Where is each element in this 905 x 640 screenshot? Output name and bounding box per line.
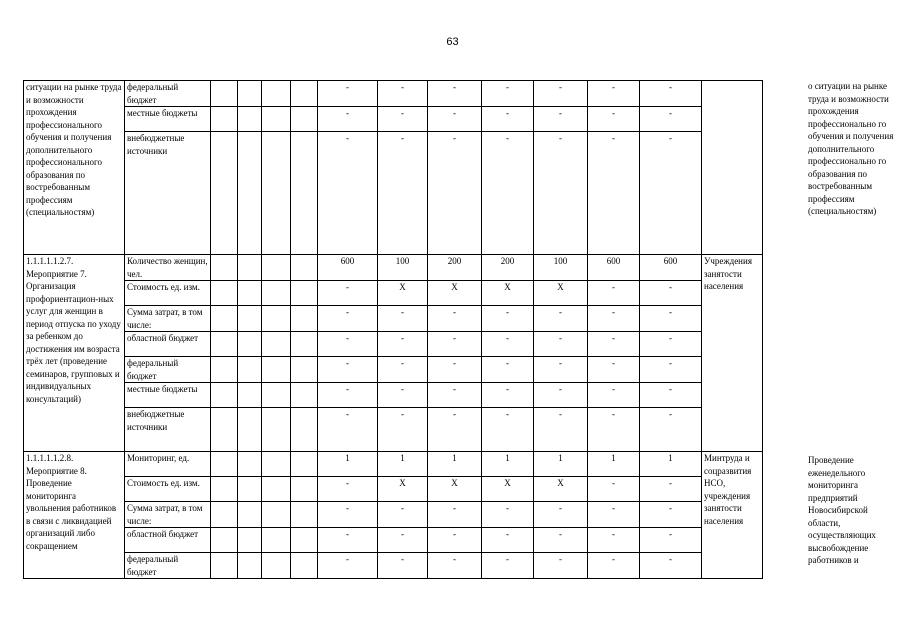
empty-cell <box>262 477 291 502</box>
result-text-monitoring: Проведение еженедельного мониторинга предприятий Новосибирской области, осуществляющих высвобождение работников и <box>808 455 876 565</box>
empty-cell <box>262 528 291 553</box>
table-row <box>24 383 806 408</box>
value-cell: - <box>640 132 702 255</box>
empty-cell <box>238 107 262 132</box>
table-row <box>24 408 806 452</box>
empty-cell <box>238 477 262 502</box>
indicator-label-cell: федеральный бюджет <box>125 553 211 579</box>
value-cell: - <box>640 408 702 452</box>
value-cell: - <box>428 383 482 408</box>
empty-cell <box>262 132 291 255</box>
empty-cell <box>262 452 291 477</box>
value-cell: - <box>640 477 702 502</box>
value-cell: - <box>482 81 534 107</box>
indicator-label-cell: местные бюджеты <box>125 107 211 132</box>
empty-cell <box>211 281 238 306</box>
value-cell: - <box>378 502 428 528</box>
empty-cell <box>211 553 238 579</box>
value-cell: - <box>318 281 378 306</box>
indicator-label-cell: областной бюджет <box>125 332 211 357</box>
empty-cell <box>262 383 291 408</box>
value-cell: 1 <box>378 452 428 477</box>
empty-cell <box>238 383 262 408</box>
empty-cell <box>238 255 262 281</box>
empty-cell <box>262 553 291 579</box>
value-cell: - <box>428 528 482 553</box>
value-cell: - <box>318 553 378 579</box>
value-cell: - <box>482 357 534 383</box>
indicator-label-cell: Стоимость ед. изм. <box>125 281 211 306</box>
value-cell: - <box>318 306 378 332</box>
empty-cell <box>291 477 318 502</box>
table-row <box>24 281 806 306</box>
value-cell: 600 <box>640 255 702 281</box>
value-cell: 1 <box>318 452 378 477</box>
value-cell: - <box>588 81 640 107</box>
value-cell: - <box>640 81 702 107</box>
program-activities-table <box>23 80 806 579</box>
empty-cell <box>238 332 262 357</box>
value-cell: - <box>378 383 428 408</box>
value-cell: X <box>534 281 588 306</box>
value-cell: - <box>318 332 378 357</box>
page-number: 63 <box>446 36 459 48</box>
responsible-cell: Учреждения занятости населения <box>702 255 763 452</box>
value-cell: - <box>378 357 428 383</box>
table-row <box>24 332 806 357</box>
table-row <box>24 528 806 553</box>
table-row <box>24 81 806 107</box>
value-cell: - <box>378 132 428 255</box>
empty-cell <box>211 107 238 132</box>
value-cell: 1 <box>482 452 534 477</box>
value-cell: - <box>318 502 378 528</box>
empty-cell <box>291 502 318 528</box>
value-cell: - <box>534 306 588 332</box>
empty-cell <box>291 132 318 255</box>
value-cell: - <box>378 107 428 132</box>
value-cell: - <box>534 81 588 107</box>
value-cell: - <box>588 332 640 357</box>
empty-cell <box>211 452 238 477</box>
empty-cell <box>211 132 238 255</box>
responsible-cell: Минтруда и соцразвития НСО, учреждения занятости населения <box>702 452 763 579</box>
value-cell: - <box>640 357 702 383</box>
value-cell: 1 <box>428 452 482 477</box>
value-cell: - <box>588 477 640 502</box>
value-cell: - <box>482 383 534 408</box>
value-cell: - <box>588 553 640 579</box>
table-row <box>24 357 806 383</box>
indicator-label-cell: областной бюджет <box>125 528 211 553</box>
empty-cell <box>291 255 318 281</box>
empty-cell <box>291 357 318 383</box>
activity-title-cell: ситуации на рынке труда и возможности прохождения профессионального обучения и получения дополнительного профессионального образования по востребованным профессиям (специальностям) <box>24 81 125 255</box>
empty-cell <box>211 477 238 502</box>
value-cell: - <box>588 502 640 528</box>
empty-cell <box>238 306 262 332</box>
empty-cell <box>238 81 262 107</box>
value-cell: - <box>482 107 534 132</box>
value-cell: - <box>482 408 534 452</box>
empty-cell <box>211 81 238 107</box>
empty-cell <box>262 281 291 306</box>
empty-cell <box>262 502 291 528</box>
value-cell: - <box>640 383 702 408</box>
empty-cell <box>211 306 238 332</box>
value-cell: - <box>378 332 428 357</box>
empty-cell <box>262 81 291 107</box>
empty-cell <box>291 107 318 132</box>
value-cell: - <box>588 408 640 452</box>
value-cell: - <box>482 502 534 528</box>
value-cell: X <box>428 477 482 502</box>
value-cell: 1 <box>588 452 640 477</box>
value-cell: 600 <box>318 255 378 281</box>
empty-cell <box>211 408 238 452</box>
indicator-label-cell: Мониторинг, ед. <box>125 452 211 477</box>
empty-cell <box>238 502 262 528</box>
empty-cell <box>211 528 238 553</box>
empty-cell <box>211 502 238 528</box>
activity-title-cell: 1.1.1.1.1.2.8. Мероприятие 8. Проведение мониторинга увольнения работников в связи с ликвидацией организаций либо сокращением <box>24 452 125 579</box>
value-cell: - <box>640 553 702 579</box>
value-cell: X <box>378 477 428 502</box>
value-cell: - <box>640 107 702 132</box>
empty-cell <box>262 332 291 357</box>
activity-title-cell: 1.1.1.1.1.2.7. Мероприятие 7. Организация профориентацион-ных услуг для женщин в период отпуска по уходу за ребенком до достижения им возраста трёх лет (проведение семинаров, групповых и индивидуальных консультаций) <box>24 255 125 452</box>
empty-cell <box>238 132 262 255</box>
value-cell: - <box>588 306 640 332</box>
value-cell: - <box>482 306 534 332</box>
value-cell: - <box>588 383 640 408</box>
value-cell: - <box>428 502 482 528</box>
value-cell: 100 <box>378 255 428 281</box>
empty-cell <box>291 332 318 357</box>
value-cell: - <box>534 502 588 528</box>
value-cell: 200 <box>482 255 534 281</box>
value-cell: - <box>588 132 640 255</box>
value-cell: - <box>482 528 534 553</box>
value-cell: - <box>428 306 482 332</box>
table-row <box>24 502 806 528</box>
indicator-label-cell: Сумма затрат, в том числе: <box>125 306 211 332</box>
value-cell: - <box>318 383 378 408</box>
value-cell: - <box>318 357 378 383</box>
indicator-label-cell: внебюджетные источники <box>125 132 211 255</box>
empty-cell <box>291 528 318 553</box>
empty-cell <box>211 383 238 408</box>
value-cell: - <box>318 477 378 502</box>
value-cell: - <box>318 81 378 107</box>
value-cell: X <box>378 281 428 306</box>
empty-cell <box>238 528 262 553</box>
value-cell: - <box>534 553 588 579</box>
value-cell: X <box>534 477 588 502</box>
empty-cell <box>238 553 262 579</box>
value-cell: - <box>534 357 588 383</box>
value-cell: - <box>534 332 588 357</box>
value-cell: - <box>428 107 482 132</box>
indicator-label-cell: федеральный бюджет <box>125 357 211 383</box>
value-cell: - <box>318 107 378 132</box>
empty-cell <box>211 357 238 383</box>
table-row <box>24 255 806 281</box>
empty-cell <box>238 281 262 306</box>
indicator-label-cell: внебюджетные источники <box>125 408 211 452</box>
indicator-label-cell: местные бюджеты <box>125 383 211 408</box>
value-cell: - <box>428 132 482 255</box>
indicator-label-cell: федеральный бюджет <box>125 81 211 107</box>
empty-cell <box>211 332 238 357</box>
value-cell: 1 <box>640 452 702 477</box>
empty-cell <box>211 255 238 281</box>
value-cell: - <box>640 281 702 306</box>
value-cell: 1 <box>534 452 588 477</box>
indicator-label-cell: Стоимость ед. изм. <box>125 477 211 502</box>
empty-cell <box>238 357 262 383</box>
value-cell: - <box>534 132 588 255</box>
empty-cell <box>238 452 262 477</box>
value-cell: X <box>482 281 534 306</box>
responsible-cell <box>702 81 763 255</box>
empty-cell <box>262 408 291 452</box>
value-cell: 200 <box>428 255 482 281</box>
value-cell: - <box>378 553 428 579</box>
value-cell: - <box>378 81 428 107</box>
indicator-label-cell: Сумма затрат, в том числе: <box>125 502 211 528</box>
value-cell: X <box>482 477 534 502</box>
table-row <box>24 452 806 477</box>
value-cell: - <box>640 502 702 528</box>
table-row <box>24 553 806 579</box>
value-cell: - <box>482 332 534 357</box>
empty-cell <box>291 553 318 579</box>
value-cell: - <box>482 132 534 255</box>
value-cell: - <box>378 306 428 332</box>
empty-cell <box>262 306 291 332</box>
value-cell: - <box>482 553 534 579</box>
table-row <box>24 477 806 502</box>
value-cell: - <box>534 408 588 452</box>
value-cell: - <box>534 528 588 553</box>
value-cell: - <box>428 357 482 383</box>
value-cell: 600 <box>588 255 640 281</box>
value-cell: - <box>534 107 588 132</box>
table-row <box>24 306 806 332</box>
result-text-job-market: о ситуации на рынке труда и возможности прохождения профессионально го обучения и получения дополнительного профессионально го образования по востребованным профессиям (специальностям) <box>808 81 894 216</box>
empty-cell <box>262 357 291 383</box>
value-cell: - <box>318 528 378 553</box>
value-cell: - <box>378 528 428 553</box>
empty-cell <box>291 81 318 107</box>
value-cell: - <box>378 408 428 452</box>
value-cell: X <box>428 281 482 306</box>
indicator-label-cell: Количество женщин, чел. <box>125 255 211 281</box>
empty-cell <box>262 107 291 132</box>
value-cell: - <box>588 528 640 553</box>
value-cell: - <box>588 357 640 383</box>
empty-cell <box>291 408 318 452</box>
empty-cell <box>238 408 262 452</box>
empty-cell <box>291 306 318 332</box>
value-cell: 100 <box>534 255 588 281</box>
empty-cell <box>291 281 318 306</box>
empty-cell <box>291 452 318 477</box>
value-cell: - <box>588 107 640 132</box>
table-row <box>24 132 806 255</box>
value-cell: - <box>588 281 640 306</box>
empty-cell <box>262 255 291 281</box>
value-cell: - <box>428 332 482 357</box>
value-cell: - <box>640 332 702 357</box>
value-cell: - <box>318 132 378 255</box>
value-cell: - <box>640 306 702 332</box>
value-cell: - <box>428 81 482 107</box>
empty-cell <box>291 383 318 408</box>
value-cell: - <box>640 528 702 553</box>
value-cell: - <box>318 408 378 452</box>
table-row <box>24 107 806 132</box>
value-cell: - <box>428 408 482 452</box>
value-cell: - <box>534 383 588 408</box>
value-cell: - <box>428 553 482 579</box>
